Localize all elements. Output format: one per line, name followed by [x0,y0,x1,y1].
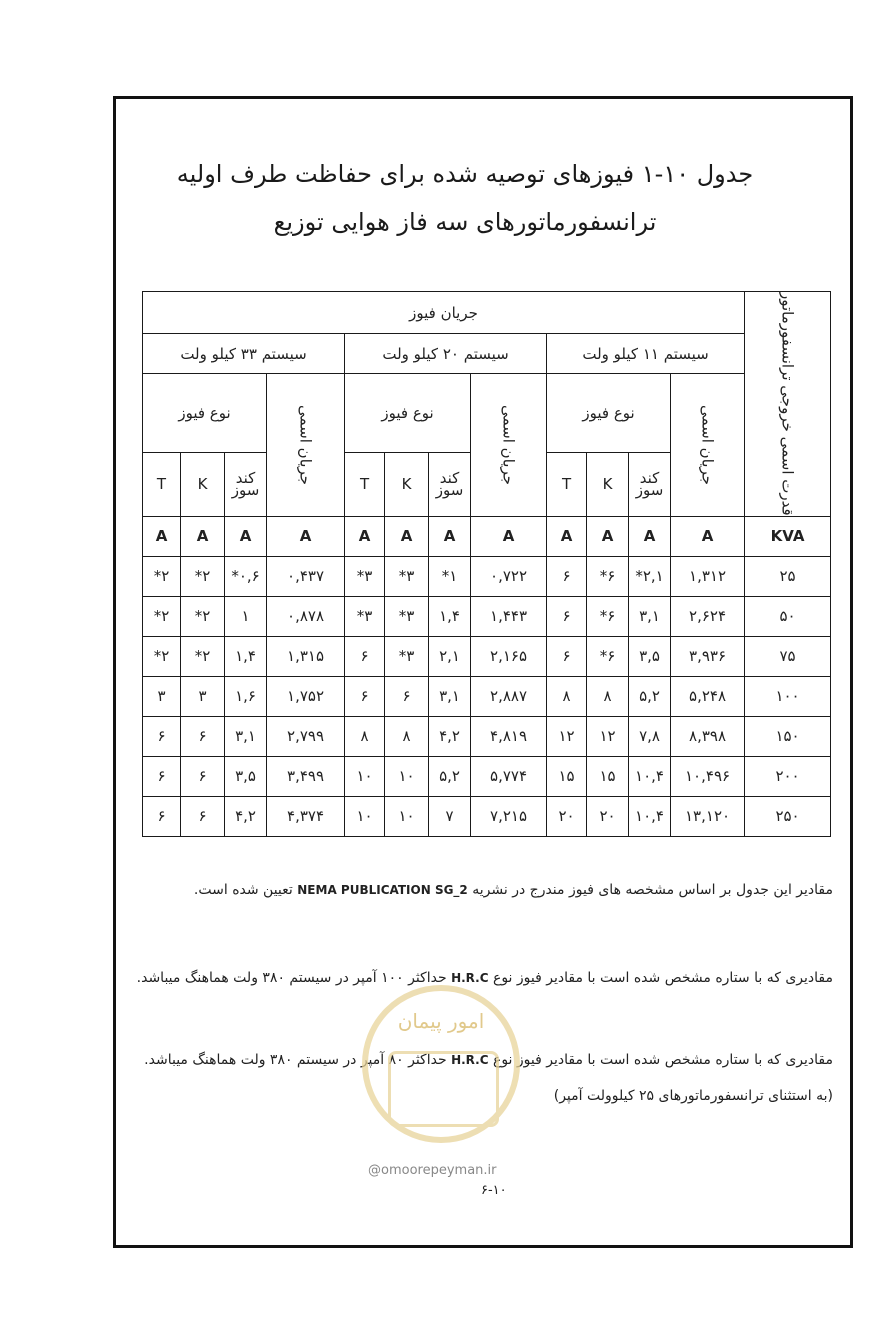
table-cell: ۱,۳۱۲ [671,556,745,596]
watermark-logo [362,985,520,1143]
table-cell: ۶ [547,636,587,676]
table-cell: ۵۰ [745,596,831,636]
table-cell: ۲۰ [587,796,629,836]
table-cell: ۲,۸۸۷ [471,676,547,716]
table-cell: ۱۰,۴۹۶ [671,756,745,796]
table-cell: ۱,۴ [225,636,267,676]
table-cell: ۱۰,۴ [629,796,671,836]
table-cell: ۰,۷۲۲ [471,556,547,596]
table-cell: ۲* [181,556,225,596]
table-cell: ۵,۲ [629,676,671,716]
slow-11-header: کند سوز [629,452,671,516]
table-cell: ۶ [547,596,587,636]
table-cell: ۷ [429,796,471,836]
unit-cell: A [345,516,385,556]
fuse-type-33-header: نوع فیوز [143,374,267,453]
table-cell: ۴,۲ [429,716,471,756]
table-cell: ۱۰,۴ [629,756,671,796]
table-cell: ۱۰ [345,796,385,836]
table-cell: ۲* [143,596,181,636]
table-cell: ۶ [181,716,225,756]
table-cell: ۱,۴۴۳ [471,596,547,636]
system-33kv-header: سیستم ۳۳ کیلو ولت [143,334,345,374]
t-11-header: T [547,452,587,516]
table-cell: ۲* [143,636,181,676]
table-cell: ۶ [547,556,587,596]
note-3-text-a: مقادیری که با ستاره مشخص شده است با مقادیر فیوز نوع [492,1052,833,1068]
rated-current-11-header: جریان اسمی [671,374,745,517]
table-cell: ۶ [181,796,225,836]
table-row [143,596,831,636]
unit-cell: A [629,516,671,556]
table-row [143,676,831,716]
note-1 [133,882,833,898]
table-cell: ۱۵ [547,756,587,796]
note-1-text-a: مقادیر این جدول بر اساس مشخصه های فیوز مندرج در نشریه [472,882,833,898]
table-cell: ۶ [143,716,181,756]
table-cell: ۲,۶۲۴ [671,596,745,636]
table-cell: ۲۵ [745,556,831,596]
unit-cell: A [143,516,181,556]
watermark-grid-icon [388,1051,499,1127]
units-row [143,516,831,556]
table-cell: ۱,۳۱۵ [267,636,345,676]
table-cell: ۳,۴۹۹ [267,756,345,796]
table-cell: ۶* [587,636,629,676]
table-cell: ۸ [587,676,629,716]
table-cell: ۶ [181,756,225,796]
unit-cell: KVA [745,516,831,556]
table-cell: ۱۰ [385,796,429,836]
table-cell: ۲* [181,596,225,636]
table-cell: ۶ [345,676,385,716]
rated-current-20-header: جریان اسمی [471,374,547,517]
table-title-line1: جدول ۱۰-۱ فیوزهای توصیه شده برای حفاظت طرف اولیه [176,160,754,188]
table-cell: ۶* [587,556,629,596]
unit-cell: A [385,516,429,556]
table-cell: ۲,۱ [429,636,471,676]
rating-header: قدرت اسمی خروجی ترانسفورماتور [745,292,831,517]
fuse-table [142,291,831,837]
table-row [143,756,831,796]
table-cell: ۳,۵ [629,636,671,676]
table-cell: ۷۵ [745,636,831,676]
fuse-current-header: جریان فیوز [143,292,745,334]
table-cell: ۳,۱ [429,676,471,716]
table-cell: ۶ [143,756,181,796]
table-cell: ۱,۷۵۲ [267,676,345,716]
table-cell: ۲,۱۶۵ [471,636,547,676]
table-row [143,716,831,756]
table-cell: ۲۵۰ [745,796,831,836]
table-cell: ۸ [345,716,385,756]
note-1-ref: NEMA PUBLICATION SG_2 [297,883,468,897]
table-cell: ۱۳,۱۲۰ [671,796,745,836]
watermark-text: امور پیمان [397,1009,485,1033]
unit-cell: A [267,516,345,556]
page-number: ۶-۱۰ [481,1183,507,1198]
table-cell: ۲* [181,636,225,676]
table-cell: ۰,۴۳۷ [267,556,345,596]
table-cell: ۳,۵ [225,756,267,796]
fuse-type-20-header: نوع فیوز [345,374,471,453]
table-cell: ۵,۲ [429,756,471,796]
slow-20-header: کند سوز [429,452,471,516]
table-cell: ۱۵۰ [745,716,831,756]
note-2-text-a: مقادیری که با ستاره مشخص شده است با مقادیر فیوز نوع [492,970,833,986]
table-cell: ۶ [385,676,429,716]
k-33-header: K [181,452,225,516]
table-cell: ۲۰ [547,796,587,836]
unit-cell: A [547,516,587,556]
table-cell: ۱۲ [547,716,587,756]
table-cell: ۲,۱* [629,556,671,596]
unit-cell: A [671,516,745,556]
table-cell: ۴,۳۷۴ [267,796,345,836]
table-cell: ۳* [385,636,429,676]
table-cell: ۰,۸۷۸ [267,596,345,636]
table-cell: ۷,۲۱۵ [471,796,547,836]
unit-cell: A [471,516,547,556]
system-20kv-header: سیستم ۲۰ کیلو ولت [345,334,547,374]
table-cell: ۶ [143,796,181,836]
t-20-header: T [345,452,385,516]
table-cell: ۱,۴ [429,596,471,636]
table-cell: ۲۰۰ [745,756,831,796]
table-cell: ۵,۷۷۴ [471,756,547,796]
slow-33-header: کند سوز [225,452,267,516]
table-cell: ۱۰ [345,756,385,796]
t-33-header: T [143,452,181,516]
table-row [143,556,831,596]
k-11-header: K [587,452,629,516]
table-cell: ۶ [345,636,385,676]
table-row [143,636,831,676]
rated-current-33-header: جریان اسمی [267,374,345,517]
table-cell: ۲,۷۹۹ [267,716,345,756]
note-1-text-b: تعیین شده است. [193,882,293,898]
unit-cell: A [429,516,471,556]
table-cell: ۳,۱ [629,596,671,636]
table-cell: ۳* [345,596,385,636]
table-row [143,796,831,836]
table-cell: ۴,۸۱۹ [471,716,547,756]
table-cell: ۱,۶ [225,676,267,716]
table-cell: ۱* [429,556,471,596]
table-cell: ۳* [345,556,385,596]
table-cell: ۳* [385,556,429,596]
table-cell: ۴,۲ [225,796,267,836]
table-cell: ۱ [225,596,267,636]
note-2 [133,960,833,996]
fuse-type-11-header: نوع فیوز [547,374,671,453]
table-cell: ۳,۹۳۶ [671,636,745,676]
table-cell: ۱۰۰ [745,676,831,716]
table-cell: ۸ [547,676,587,716]
table-cell: ۸,۳۹۸ [671,716,745,756]
table-cell: ۱۵ [587,756,629,796]
unit-cell: A [587,516,629,556]
table-cell: ۳,۱ [225,716,267,756]
table-cell: ۸ [385,716,429,756]
table-title-line2: ترانسفورماتورهای سه فاز هوایی توزیع [273,208,657,236]
site-watermark: @omoorepeyman.ir [368,1163,497,1178]
unit-cell: A [225,516,267,556]
unit-cell: A [181,516,225,556]
table-cell: ۲* [143,556,181,596]
note-3-text-b: حداکثر ۸۰ آمپر در سیستم ۳۸۰ ولت هماهنگ میباشد. (به استثنای ترانسفورماتورهای ۲۵ کیلوولت آمپر) [144,1052,833,1104]
k-20-header: K [385,452,429,516]
table-cell: ۱۲ [587,716,629,756]
table-cell: ۷,۸ [629,716,671,756]
table-cell: ۳* [385,596,429,636]
note-2-ref: H.R.C [451,971,489,985]
note-3-ref: H.R.C [451,1053,489,1067]
table-cell: ۳ [181,676,225,716]
table-cell: ۳ [143,676,181,716]
table-cell: ۵,۲۴۸ [671,676,745,716]
table-cell: ۶* [587,596,629,636]
table-cell: ۱۰ [385,756,429,796]
system-11kv-header: سیستم ۱۱ کیلو ولت [547,334,745,374]
table-cell: ۰,۶* [225,556,267,596]
note-2-text-b: حداکثر ۱۰۰ آمپر در سیستم ۳۸۰ ولت هماهنگ میباشد. [136,970,447,986]
